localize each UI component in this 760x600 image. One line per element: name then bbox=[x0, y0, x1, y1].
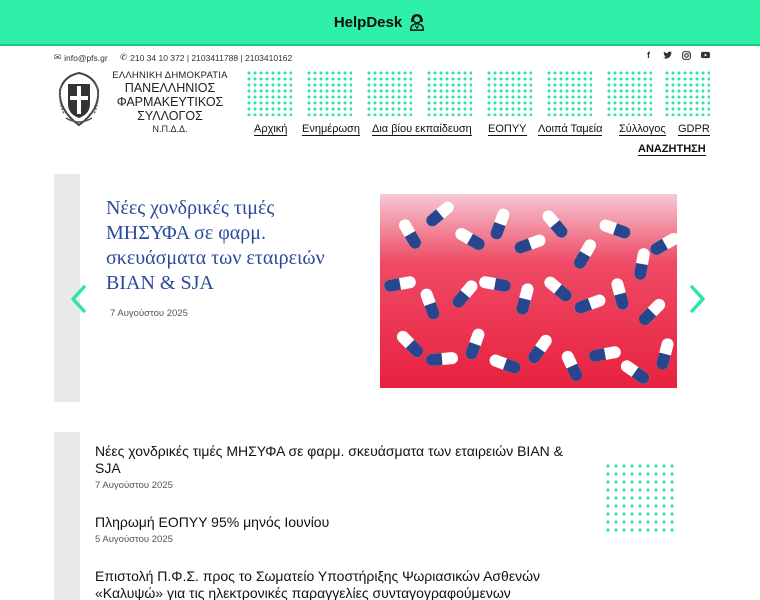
news-title[interactable]: Νέες χονδρικές τιμές ΜΗΣΥΦΑ σε φαρμ. σκευάσματα των εταιρειών ΒΙΑΝ & SJA bbox=[95, 443, 563, 476]
nav-item-other-funds[interactable]: Λοιπά Ταμεία bbox=[538, 123, 603, 135]
dot-pattern bbox=[486, 70, 532, 116]
helpdesk-bar bbox=[0, 0, 760, 46]
chevron-right-icon bbox=[686, 284, 708, 314]
dot-pattern bbox=[366, 70, 412, 116]
email-text: info@pfs.gr bbox=[64, 52, 108, 63]
news-item[interactable] bbox=[95, 514, 585, 545]
phone-icon: ✆ bbox=[120, 52, 128, 62]
nav-item-association[interactable]: Σύλλογος bbox=[619, 123, 666, 135]
nav-item-news[interactable]: Ενημέρωση bbox=[302, 123, 360, 135]
helpdesk-button[interactable] bbox=[334, 13, 426, 31]
greek-coat-of-arms-logo[interactable] bbox=[54, 70, 104, 128]
social-links bbox=[644, 50, 710, 60]
dot-pattern bbox=[546, 70, 592, 116]
nav-item-gdpr[interactable]: GDPR bbox=[678, 123, 710, 135]
dot-pattern bbox=[246, 70, 292, 116]
news-side-panel bbox=[54, 432, 80, 600]
dot-pattern bbox=[606, 70, 652, 116]
youtube-icon[interactable] bbox=[701, 50, 710, 60]
helpdesk-label: HelpDesk bbox=[333, 13, 403, 31]
twitter-icon[interactable] bbox=[663, 50, 672, 60]
support-agent-icon bbox=[408, 13, 426, 31]
org-line-1: ΕΛΛΗΝΙΚΗ ΔΗΜΟΚΡΑΤΙΑ bbox=[112, 70, 228, 81]
nav-item-lifelong-learning[interactable]: Δια βίου εκπαίδευση bbox=[372, 123, 472, 135]
contact-bar bbox=[54, 50, 710, 64]
news-date: 5 Αυγούστου 2025 bbox=[95, 534, 173, 545]
slider-next-button[interactable] bbox=[686, 284, 708, 314]
chevron-left-icon bbox=[68, 284, 90, 314]
contact-phone bbox=[120, 52, 292, 63]
hero-date: 7 Αυγούστου 2025 bbox=[110, 308, 188, 319]
nav-item-home[interactable]: Αρχική bbox=[254, 123, 288, 135]
hero-image-pills[interactable] bbox=[380, 194, 677, 388]
contact-email[interactable] bbox=[54, 52, 108, 63]
nav-item-search[interactable]: ΑΝΑΖΗΤΗΣΗ bbox=[638, 143, 706, 155]
hero-title[interactable]: Νέες χονδρικές τιμές ΜΗΣΥΦΑ σε φαρμ. σκευάσματα των εταιρειών ΒΙΑΝ & SJA bbox=[106, 197, 325, 294]
news-title[interactable]: Πληρωμή ΕΟΠΥΥ 95% μηνός Ιουνίου bbox=[95, 514, 330, 530]
org-line-5: Ν.Π.Δ.Δ. bbox=[152, 124, 188, 134]
decorative-dot-grid bbox=[604, 462, 676, 534]
slider-prev-button[interactable] bbox=[68, 284, 90, 314]
organization-name bbox=[108, 70, 232, 134]
phone-text: 210 34 10 372 | 2103411788 | 2103410162 bbox=[130, 52, 293, 63]
news-title[interactable]: Επιστολή Π.Φ.Σ. προς το Σωματείο Υποστήριξης Ψωριασικών Ασθενών «Καλυψώ» για τις ηλεκτρονικές παραγγελίες συνταγογραφούμενων bbox=[95, 568, 541, 600]
mail-icon: ✉ bbox=[54, 52, 62, 62]
news-item[interactable] bbox=[95, 443, 585, 491]
nav-item-eopyy[interactable]: ΕΟΠΥΥ bbox=[488, 123, 527, 135]
org-line-3: ΦΑΡΜΑΚΕΥΤΙΚΟΣ bbox=[116, 95, 224, 109]
instagram-icon[interactable] bbox=[682, 50, 691, 60]
facebook-icon[interactable]: f bbox=[647, 50, 650, 60]
dot-pattern bbox=[426, 70, 472, 116]
org-line-2: ΠΑΝΕΛΛΗΝΙΟΣ bbox=[124, 81, 216, 95]
news-item[interactable] bbox=[95, 568, 585, 600]
org-line-4: ΣΥΛΛΟΓΟΣ bbox=[137, 109, 203, 123]
dot-pattern bbox=[306, 70, 352, 116]
dot-pattern bbox=[664, 70, 710, 116]
news-date: 7 Αυγούστου 2025 bbox=[95, 480, 173, 491]
